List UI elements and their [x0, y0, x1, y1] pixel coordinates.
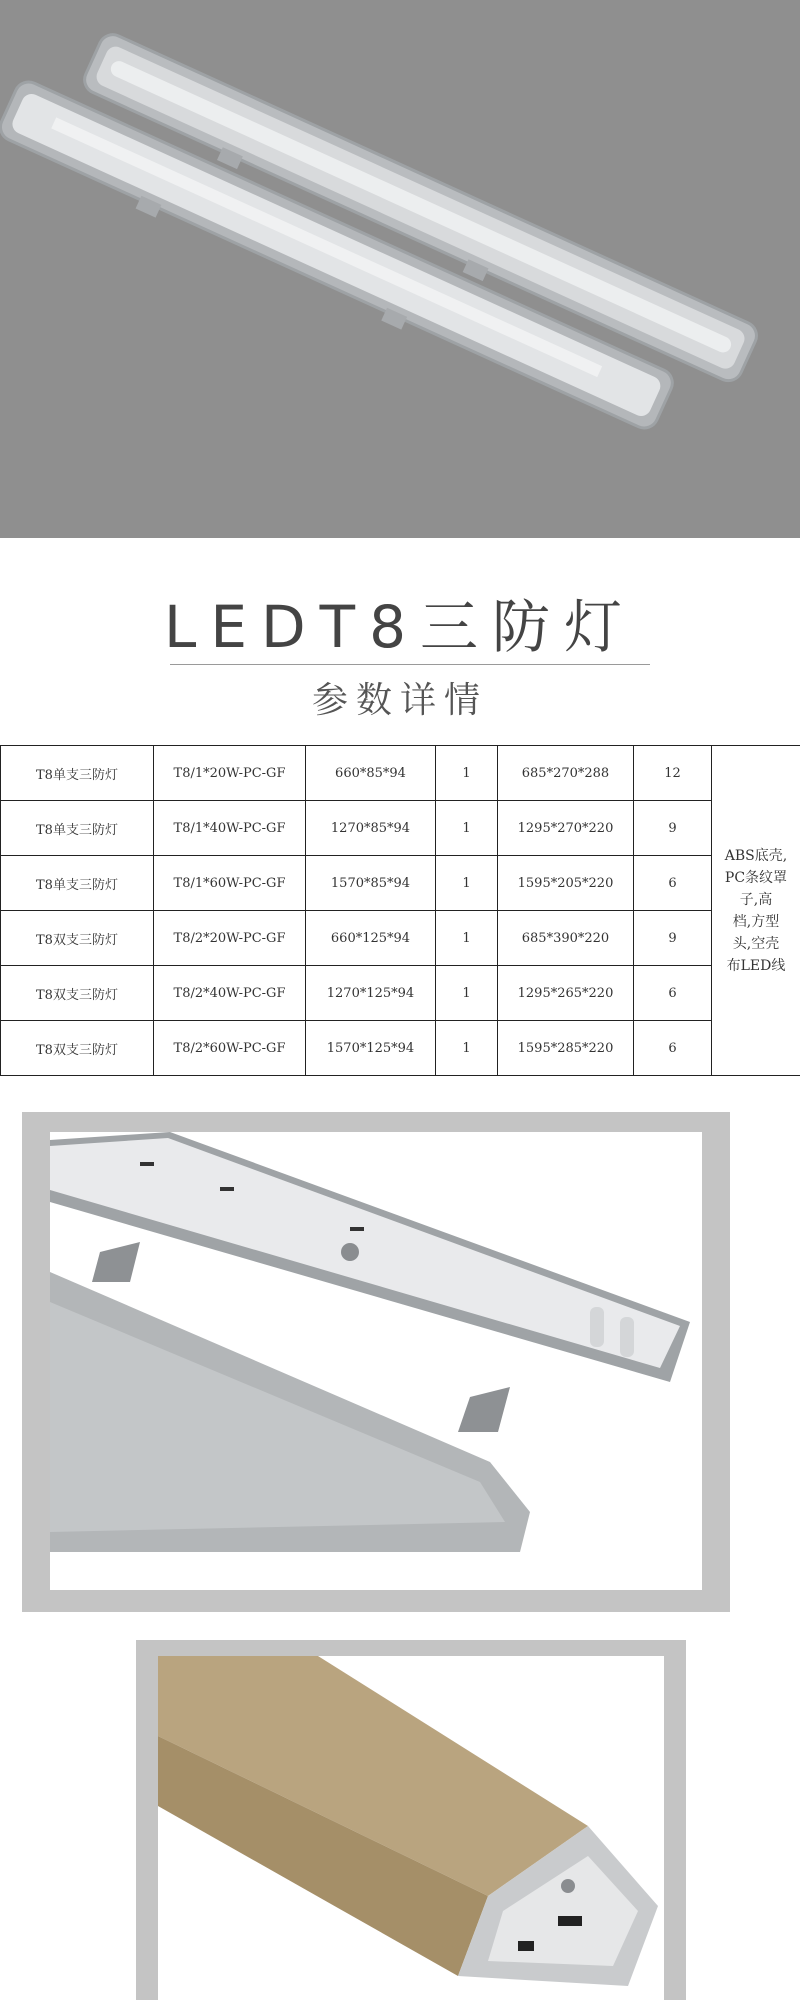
table-row — [1, 966, 800, 1021]
note-line: 档,方型 — [732, 913, 780, 930]
material-note-cell — [712, 746, 800, 1076]
pcs-cell: 12 — [634, 746, 712, 801]
note-line: 头,空壳 — [732, 935, 780, 952]
table-row — [1, 911, 800, 966]
product-name-cell: T8双支三防灯 — [1, 1021, 154, 1076]
carton-size-cell: 1295*270*220 — [498, 801, 634, 856]
note-line: PC条纹罩 — [724, 869, 788, 886]
pcs-cell: 9 — [634, 801, 712, 856]
pcs-cell: 6 — [634, 1021, 712, 1076]
pcs-cell: 9 — [634, 911, 712, 966]
qty-cell: 1 — [436, 801, 498, 856]
carton-size-cell: 1595*285*220 — [498, 1021, 634, 1076]
carton-size-cell: 685*270*288 — [498, 746, 634, 801]
product-name-cell: T8双支三防灯 — [1, 966, 154, 1021]
model-cell: T8/2*60W-PC-GF — [154, 1021, 306, 1076]
detail-photo-frame — [22, 1112, 730, 1612]
qty-cell: 1 — [436, 746, 498, 801]
table-row — [1, 746, 800, 801]
size-cell: 1570*85*94 — [306, 856, 436, 911]
model-cell: T8/2*40W-PC-GF — [154, 966, 306, 1021]
carton-size-cell: 685*390*220 — [498, 911, 634, 966]
qty-cell: 1 — [436, 966, 498, 1021]
note-line: 布LED线 — [726, 957, 786, 974]
title-divider — [170, 664, 650, 665]
qty-cell: 1 — [436, 856, 498, 911]
hero-product-photo — [0, 0, 800, 538]
model-cell: T8/1*60W-PC-GF — [154, 856, 306, 911]
size-cell: 660*85*94 — [306, 746, 436, 801]
note-line: ABS底壳, — [724, 847, 788, 864]
page-title: LEDT8三防灯 — [164, 593, 636, 661]
size-cell: 660*125*94 — [306, 911, 436, 966]
carton-size-cell: 1595*205*220 — [498, 856, 634, 911]
product-name-cell: T8双支三防灯 — [1, 911, 154, 966]
table-row — [1, 1021, 800, 1076]
note-line: 子,高 — [739, 891, 773, 908]
model-cell: T8/2*20W-PC-GF — [154, 911, 306, 966]
size-cell: 1570*125*94 — [306, 1021, 436, 1076]
packaging-photo — [158, 1656, 664, 2000]
qty-cell: 1 — [436, 1021, 498, 1076]
pcs-cell: 6 — [634, 856, 712, 911]
product-name-cell: T8单支三防灯 — [1, 746, 154, 801]
model-cell: T8/1*40W-PC-GF — [154, 801, 306, 856]
carton-size-cell: 1295*265*220 — [498, 966, 634, 1021]
spec-table — [0, 745, 800, 1076]
model-cell: T8/1*20W-PC-GF — [154, 746, 306, 801]
size-cell: 1270*85*94 — [306, 801, 436, 856]
table-row — [1, 856, 800, 911]
size-cell: 1270*125*94 — [306, 966, 436, 1021]
detail-photo — [50, 1132, 702, 1590]
packaging-photo-frame — [136, 1640, 686, 2000]
product-name-cell: T8单支三防灯 — [1, 801, 154, 856]
table-row — [1, 801, 800, 856]
qty-cell: 1 — [436, 911, 498, 966]
page-subtitle: 参数详情 — [311, 680, 488, 721]
product-name-cell: T8单支三防灯 — [1, 856, 154, 911]
pcs-cell: 6 — [634, 966, 712, 1021]
